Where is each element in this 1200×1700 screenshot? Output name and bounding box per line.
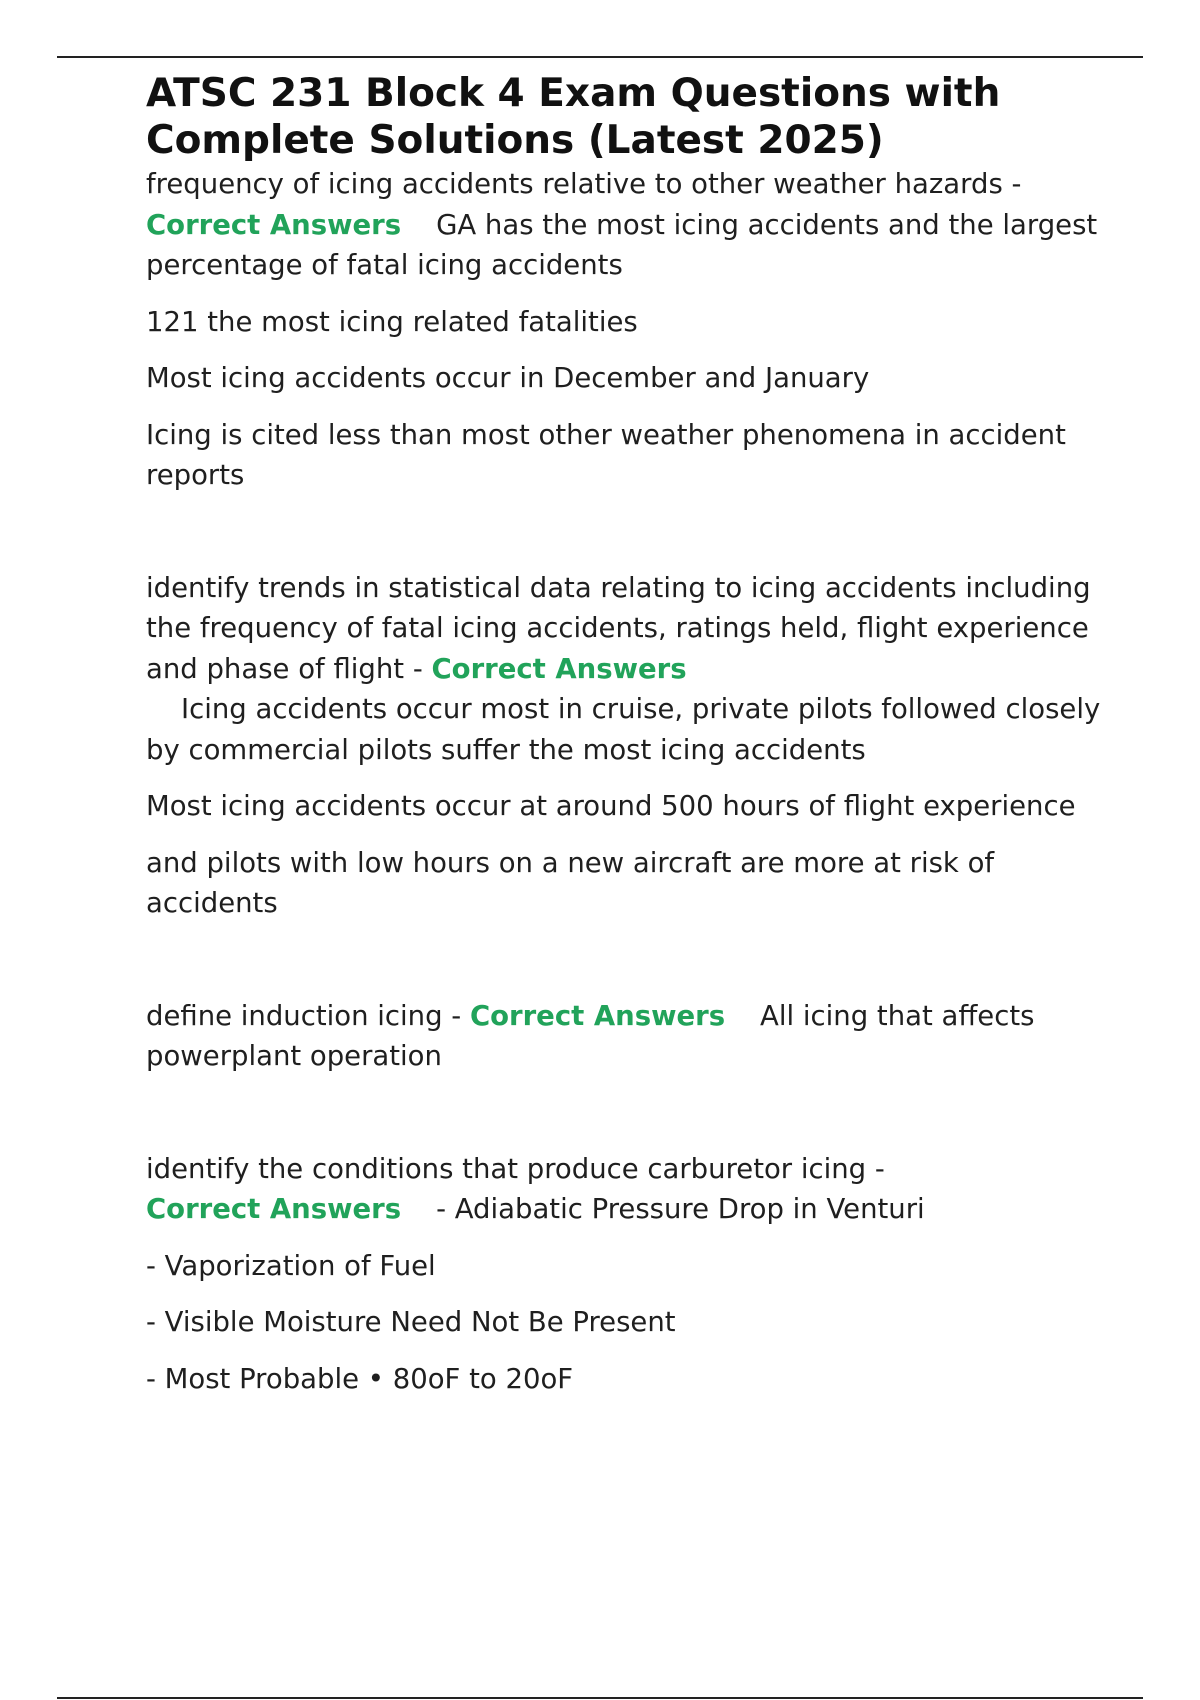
question-text: define induction icing -	[146, 999, 470, 1032]
qa-item-1	[146, 164, 1106, 496]
document-page	[146, 70, 1106, 1415]
answer-line: - Visible Moisture Need Not Be Present	[146, 1306, 676, 1338]
spacer	[146, 1093, 1106, 1149]
question-text: identify trends in statistical data relating to icing accidents including the frequency of fatal icing accidents, ratings held, flight experience and phase of flight -	[146, 571, 1091, 685]
correct-answers-label: Correct Answers	[469, 999, 726, 1032]
spacer	[146, 940, 1106, 996]
answer-line: - Vaporization of Fuel	[146, 1249, 436, 1282]
answer-line: - Most Probable • 80oF to 20oF	[146, 1362, 574, 1395]
top-divider	[57, 56, 1143, 58]
question-paragraph	[146, 568, 1106, 771]
answer-line: Most icing accidents occur at around 500 hours of flight experience	[146, 790, 1076, 822]
question-text: frequency of icing accidents relative to other weather hazards -	[146, 168, 1022, 200]
spacer	[146, 512, 1106, 568]
qa-item-3	[146, 996, 1106, 1077]
correct-answers-label: Correct Answers	[146, 1193, 402, 1225]
question-paragraph	[146, 996, 1106, 1077]
bottom-divider	[57, 1697, 1143, 1699]
answer-line: 121 the most icing related fatalities	[146, 305, 638, 338]
correct-answers-label: Correct Answers	[431, 652, 687, 685]
answer-line: and pilots with low hours on a new aircraft are more at risk of accidents	[146, 846, 995, 919]
correct-answers-label: Correct Answers	[146, 208, 402, 241]
question-paragraph	[146, 164, 1106, 286]
answer-line: Icing is cited less than most other weather phenomena in accident reports	[146, 418, 1066, 491]
answer-text: Icing accidents occur most in cruise, private pilots followed closely by commercial pilots suffer the most icing accidents	[146, 693, 1101, 766]
answer-text: GA has the most icing accidents and the largest percentage of fatal icing accidents	[146, 208, 1098, 281]
qa-item-4	[146, 1149, 1106, 1400]
question-paragraph	[146, 1149, 1106, 1230]
answer-text: All icing that affects powerplant operation	[146, 999, 1035, 1072]
answer-text: - Adiabatic Pressure Drop in Venturi	[436, 1193, 925, 1225]
qa-item-2	[146, 568, 1106, 924]
question-text: identify the conditions that produce carburetor icing -	[146, 1152, 885, 1185]
document-title: ATSC 231 Block 4 Exam Questions with Complete Solutions (Latest 2025)	[146, 71, 1001, 163]
answer-line: Most icing accidents occur in December and January	[146, 362, 870, 394]
